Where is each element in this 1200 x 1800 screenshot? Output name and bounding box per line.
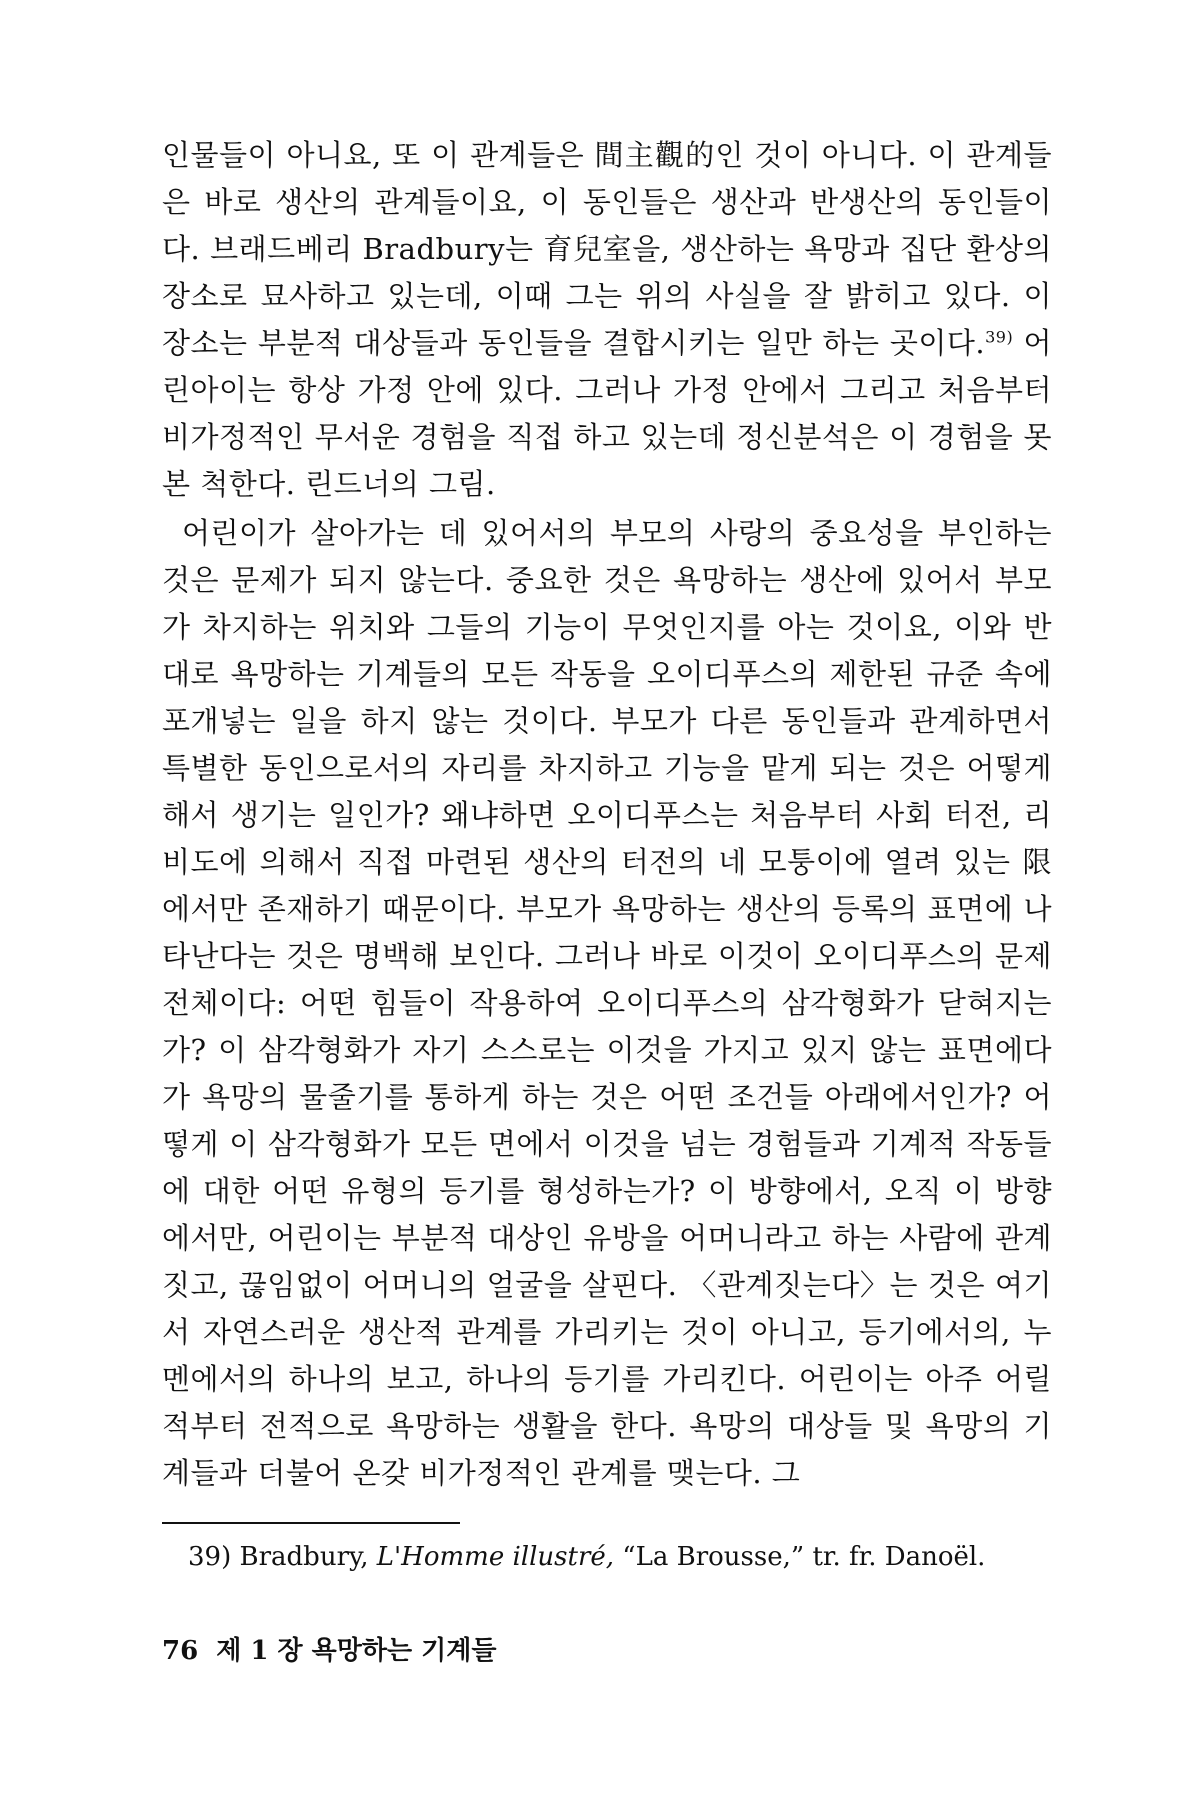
footnote-details: “La Brousse,” tr. fr. Danoël. bbox=[622, 1542, 986, 1572]
chapter-title: 제 1 장 욕망하는 기계들 bbox=[216, 1636, 497, 1666]
footnote-author: Bradbury, bbox=[239, 1542, 369, 1572]
paragraph-1-text: 인물들이 아니요, 또 이 관계들은 間主觀的인 것이 아니다. 이 관계들은 바로 생산의 관계들이요, 이 동인들은 생산과 반생산의 동인들이다. 브래드베리 Bradbury는 育兒室을, 생산하는 욕망과 집단 환상의 장소로 묘사하고 있는데, 이때 그는 위의 사실을 잘 밝히고 있다. 이 장소는 부분적 대상들과 동인들을 결합시키는 일만 하는 곳이다. bbox=[162, 138, 1052, 360]
footnote-reference: 39) bbox=[985, 327, 1014, 347]
page-number: 76 bbox=[162, 1636, 199, 1666]
footnote-divider bbox=[162, 1522, 460, 1524]
paragraph-1 bbox=[162, 132, 1052, 508]
paragraph-2: 어린이가 살아가는 데 있어서의 부모의 사랑의 중요성을 부인하는 것은 문제가 되지 않는다. 중요한 것은 욕망하는 생산에 있어서 부모가 차지하는 위치와 그들의 기능이 무엇인지를 아는 것이요, 이와 반대로 욕망하는 기계들의 모든 작동을 오이디푸스의 제한된 규준 속에 포개넣는 일을 하지 않는 것이다. 부모가 다른 동인들과 관계하면서 특별한 동인으로서의 자리를 차지하고 기능을 맡게 되는 것은 어떻게 해서 생기는 일인가? 왜냐하면 오이디푸스는 처음부터 사회 터전, 리비도에 의해서 직접 마련된 생산의 터전의 네 모퉁이에 열려 있는 限에서만 존재하기 때문이다. 부모가 욕망하는 생산의 등록의 표면에 나타난다는 것은 명백해 보인다. 그러나 바로 이것이 오이디푸스의 문제 전체이다: 어떤 힘들이 작용하여 오이디푸스의 삼각형화가 닫혀지는가? 이 삼각형화가 자기 스스로는 이것을 가지고 있지 않는 표면에다가 욕망의 물줄기를 통하게 하는 것은 어떤 조건들 아래에서인가? 어떻게 이 삼각형화가 모든 면에서 이것을 넘는 경험들과 기계적 작동들에 대한 어떤 유형의 등기를 형성하는가? 이 방향에서, 오직 이 방향에서만, 어린이는 부분적 대상인 유방을 어머니라고 하는 사람에 관계짓고, 끊임없이 어머니의 얼굴을 살핀다. 〈관계짓는다〉는 것은 여기서 자연스러운 생산적 관계를 가리키는 것이 아니고, 등기에서의, 누멘에서의 하나의 보고, 하나의 등기를 가리킨다. 어린이는 아주 어릴적부터 전적으로 욕망하는 생활을 한다. 욕망의 대상들 및 욕망의 기계들과 더불어 온갖 비가정적인 관계를 맺는다. 그 bbox=[162, 516, 1052, 1490]
paragraph-1-continuation: 어린아이는 항상 가정 안에 있다. 그러나 가정 안에서 그리고 처음부터 비가정적인 무서운 경험을 직접 하고 있는데 정신분석은 이 경험을 못 본 척한다. 린드너의 그림. bbox=[162, 326, 1052, 501]
footnote-number: 39) bbox=[188, 1542, 232, 1572]
footnote bbox=[188, 1540, 985, 1574]
main-text bbox=[162, 132, 1052, 1497]
page-footer bbox=[162, 1634, 497, 1668]
footnote-title: L'Homme illustré, bbox=[376, 1542, 615, 1572]
